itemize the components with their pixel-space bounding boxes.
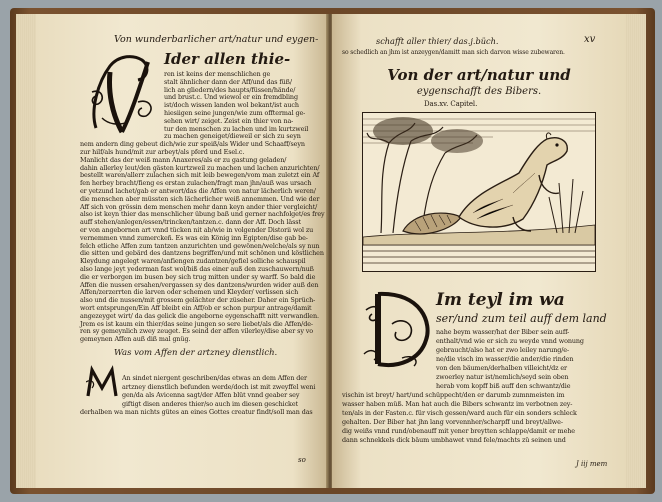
right-catchword: J iij mem <box>576 460 608 468</box>
folio-number: xv <box>584 34 596 45</box>
right-page-header: schafft aller thier/ das.j.büch. <box>376 36 499 46</box>
text-line: wort entsprungen/Ein Aff bleibt ein Aff/ob er schon purpur antrage/damit <box>80 304 312 312</box>
text-line: Kleydung angelegt waren/anfiengen zudantzen/gefiel solliche schauspil <box>80 257 306 266</box>
beaver-woodcut-illustration <box>362 112 596 272</box>
text-line: die sitten und gebärd des dantzens begriffen/und mit schönen und köstlichen <box>80 249 324 258</box>
text-line: felch etliche Affen zum tantzen anzurichten und gewönen/welche/als sy nun <box>80 241 320 250</box>
text-line: hiesiigen seine jungen/wie zum offtermal ge- <box>164 109 306 117</box>
text-line: nahe beym wasser/hat der Biber sein auff- <box>436 328 570 336</box>
text-line: Manlicht das der weiß mann Anaxeres/als er zu gastung geladen/ <box>80 155 287 164</box>
text-line: zur hilf/als hund/mit zur arbeyt/als pferd und Esel.c. <box>80 148 245 156</box>
left-subheading: Was vom Affen der artzney dienstlich. <box>114 348 278 358</box>
initial-flourish-icon <box>88 52 160 138</box>
chapter-number: Das.xv. Capitel. <box>424 100 478 108</box>
text-line: auff stehen/anlegen/essen/trincken/tantzen.c. dann der Aff. Doch lässt <box>80 218 301 227</box>
text-line: ne/die visch im wasser/die ander/die rinden <box>436 355 574 363</box>
text-line: fen herbey bracht/fieng es erstan zulachen/fragt man jhn/auß was ursach <box>80 179 312 188</box>
left-page-header: Von wunderbarlicher art/natur und eygen- <box>114 34 319 45</box>
text-line: er von angebornen art vnnd tücken nit ab/wie in volgender Distorii wol zu <box>80 226 314 234</box>
text-line: Aff sich von grössin dem menschen mehr dann keyn ander thier vergleicht/ <box>80 202 318 211</box>
decorated-initial-m <box>86 364 118 400</box>
chapter-title-1: Von der art/natur und <box>387 66 571 84</box>
right-opening-line-1: Im teyl im wa <box>436 290 565 310</box>
text-line: zwoerley natur ist/nemlich/seyd sein oben <box>436 373 569 381</box>
text-line: zu machen geneiget/dieweil er sich zu seyn <box>164 132 301 141</box>
text-line: er yetzund lachet/gab er antwort/das die Affen von natur lächerlich weren/ <box>80 187 316 195</box>
chapter-title-2: eygenschafft des Bibers. <box>416 86 542 97</box>
left-opening-line: Ider allen thie- <box>164 50 291 68</box>
text-line: lich an gliedern/des haupts/füssen/hände/ <box>164 85 296 94</box>
text-line: gehalten. Der Biber hat jhn lang vorvennher/scharpff und breyt/allwe- <box>342 418 563 426</box>
text-line: artzney dienstlich befunden werde/doch ist mit zweyffel weni <box>122 382 316 391</box>
text-line: wasser haben müß. Man hat auch die Bibers schwantz im verbotnen zey- <box>342 400 573 408</box>
text-line: die menschen aber müssten sich lächerlicher weiß annemmen. Und wie der <box>80 194 320 203</box>
text-line: stalt ähnlicher dann der Aff/und das füß/ <box>164 77 292 86</box>
initial-m-flourish-icon <box>86 364 118 400</box>
text-line: angezeyget wirt/ da das gelick die angeborne eygenschafft nitt verwandlen. <box>80 311 319 320</box>
text-line: dann schnekkels dick bäum umbhawet vnnd fele/machts zü seinen und <box>342 436 566 444</box>
text-line: gemeynen Affen auß diß mal gnüg. <box>80 335 191 344</box>
right-opening-line-2: ser/und zum teil auff dem land <box>436 312 607 325</box>
text-line: ren sy gemeynlich zwey zeuget. Es seind der affen vilerley/dise aber sy vo <box>80 327 314 336</box>
text-line: vernemmen vnnd zumerckeñ. Es was ein König inn Egipten/dise gab be- <box>80 233 308 242</box>
text-line: die er verborgen im busen bey sich trug mitten under sy warff. So bald die <box>80 272 316 281</box>
text-line: ten/als in der Fasten.c. für visch gessen/ward auch für ein sonders schleck <box>342 409 577 417</box>
beaver-woodcut-icon <box>363 113 595 271</box>
text-line: also und die nussen/mit grossem gelächter der züseher. Daher ein Sprüch- <box>80 296 316 305</box>
text-line: dig weißs vnnd rund/obenauff mit yener breytten schlappe/damit er mehe <box>342 427 575 435</box>
text-line: ist/doch wissen landen wol bekant/ist auch <box>164 101 299 110</box>
text-line: Affen/zerzerrten die larven oder schemen und Kleyder/ verlissen sich <box>80 288 299 297</box>
text-line: bestellt waren/allerr zulachen sich mit leib bewegen/vom man zuletzt ein Af <box>80 171 320 180</box>
right-top-line: so schedlich an jhm ist anzeygen/damitt man sich darvon wisse zubewaren. <box>342 49 565 56</box>
text-line: gen/da als Avicenna sagt/der Affen blüt vnnd geaber sey <box>122 391 300 400</box>
text-line: ren ist keins der menschlichen ge <box>164 70 271 78</box>
text-line: Jrem es ist kaum ein thier/das seine jungen so sere liebet/als die Affen/de- <box>80 319 313 328</box>
text-line: giftigt disen anderes thier/so auch im diesen geschicket <box>122 399 298 408</box>
initial-d-flourish-icon <box>362 284 434 374</box>
text-line: vischin ist breyt/ hart/und schüppecht/den er darumb zumnmeisten im <box>342 391 565 399</box>
left-page <box>36 14 328 488</box>
right-page <box>332 14 626 488</box>
page-edges-left <box>16 14 38 488</box>
text-line: also lange jeyt yederman fast wol/biß das einer auß den zuschauwern/nuß <box>80 265 314 273</box>
text-line: herab vom kopff biß auff den schwantz/die <box>436 382 571 390</box>
text-line: nem andern ding gebeut dich/wie zur speiß/als Wider und Schaaff/seyn <box>80 140 305 149</box>
text-line: gebraucht/also hat er zwo leiley narung/e- <box>436 346 570 354</box>
text-line: derhalben wa man nichts gütes an eines Gottes creatur findt/soll man das <box>80 408 313 417</box>
text-line: An sindet niergent geschriben/das etwas an dem Affen der <box>122 374 307 382</box>
page-edges-right <box>624 14 646 488</box>
text-line: von den bäumen/derhalben villeicht/dz er <box>436 364 567 372</box>
text-line: sehen wirt/ zeiget. Zeist ein thier von na- <box>164 116 294 125</box>
left-catchword: so <box>298 456 306 464</box>
text-line: dahin allerley leut/den gästen kurtzweil zu machen und lachen anzurichten/ <box>80 163 320 172</box>
text-line: und brust.c. Und wiewol er ein fremdbling <box>164 93 298 102</box>
decorated-initial-d <box>362 284 434 374</box>
decorated-initial-n <box>88 52 160 138</box>
text-line: also ist keyn thier das menschlicher übung baß und gerner nachfolget/es frey <box>80 210 325 219</box>
text-line: Affen die nussen ersahen/vergassen sy des dantzens/wurden wider auß den <box>80 280 319 289</box>
text-line: tur den menschen zu lachen und im kurtzweil <box>164 124 309 133</box>
text-line: enthalt/vnd wie er sich zu weyde vnnd wonung <box>436 337 584 345</box>
